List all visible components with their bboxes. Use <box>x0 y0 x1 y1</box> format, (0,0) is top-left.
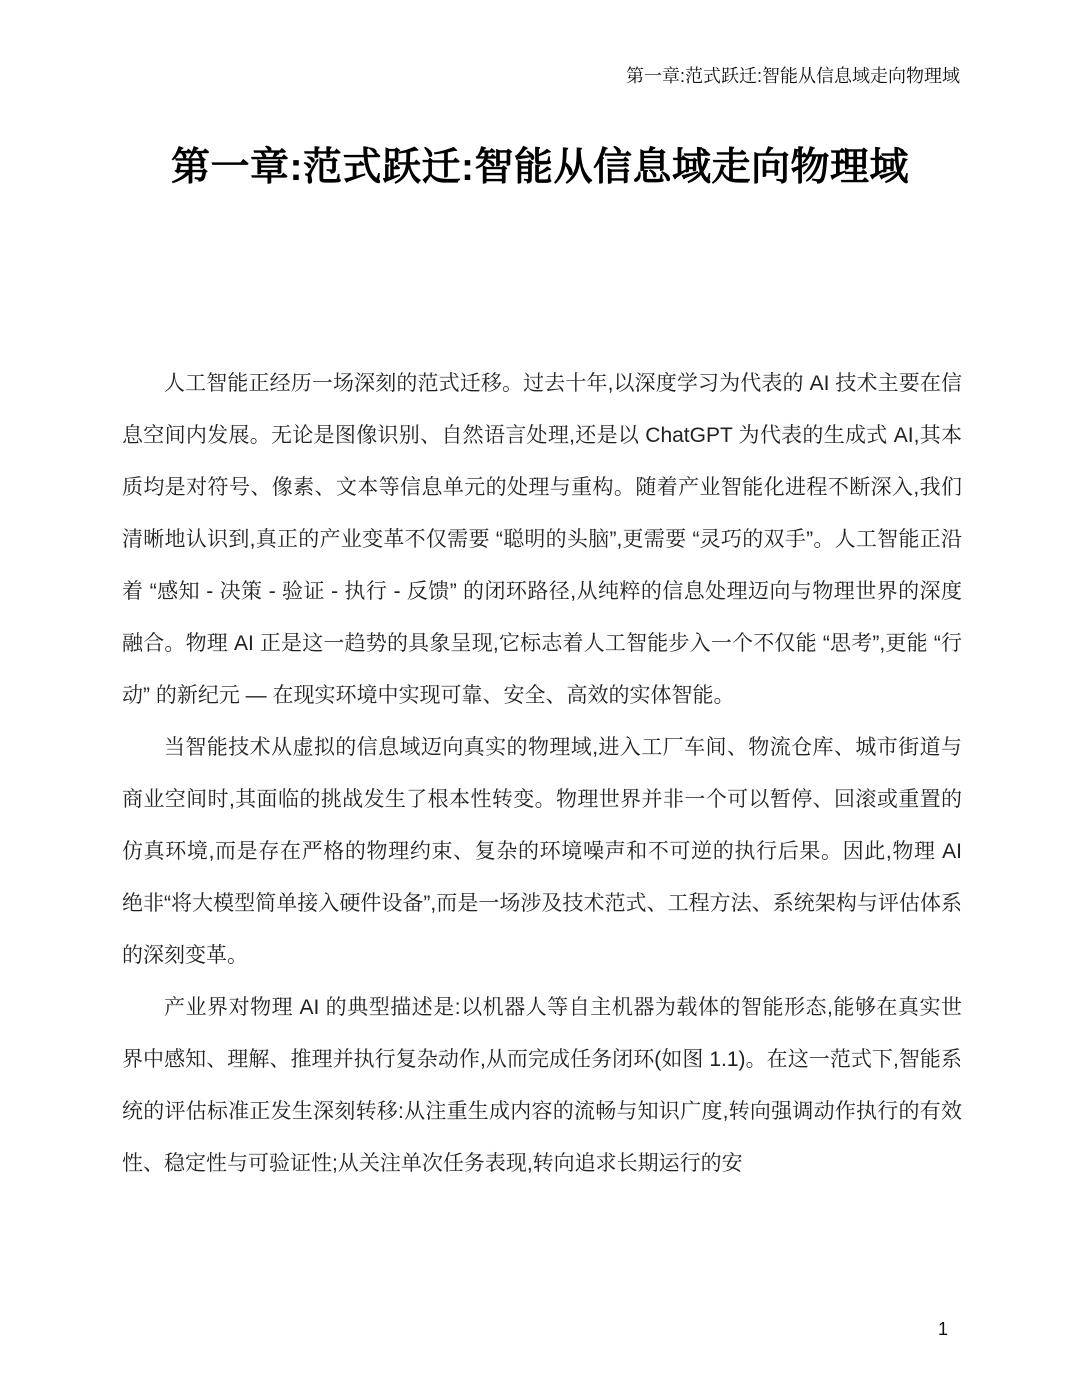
chapter-title: 第一章:范式跃迁:智能从信息域走向物理域 <box>171 146 909 189</box>
document-body <box>122 358 962 1190</box>
page-number: 1 <box>937 1319 948 1339</box>
running-header: 第一章:范式跃迁:智能从信息域走向物理域 <box>625 66 960 86</box>
paragraph-3: 产业界对物理 AI 的典型描述是:以机器人等自主机器为载体的智能形态,能够在真实世界中感知、理解、推理并执行复杂动作,从而完成任务闭环(如图 1.1)。在这一范式下,智能系统的评估标准正发生深刻转移:从注重生成内容的流畅与知识广度,转向强调动作执行的有效性、稳定性与可验证性;从关注单次任务表现,转向追求长期运行的安 <box>122 996 962 1175</box>
paragraph-2: 当智能技术从虚拟的信息域迈向真实的物理域,进入工厂车间、物流仓库、城市街道与商业空间时,其面临的挑战发生了根本性转变。物理世界并非一个可以暂停、回滚或重置的仿真环境,而是存在严格的物理约束、复杂的环境噪声和不可逆的执行后果。因此,物理 AI 绝非“将大模型简单接入硬件设备”,而是一场涉及技术范式、工程方法、系统架构与评估体系的深刻变革。 <box>122 736 962 967</box>
paragraph-1: 人工智能正经历一场深刻的范式迁移。过去十年,以深度学习为代表的 AI 技术主要在信息空间内发展。无论是图像识别、自然语言处理,还是以 ChatGPT 为代表的生成式 AI,其本质均是对符号、像素、文本等信息单元的处理与重构。随着产业智能化进程不断深入,我们清晰地认识到,真正的产业变革不仅需要 “聪明的头脑”,更需要 “灵巧的双手”。人工智能正沿着 “感知 - 决策 - 验证 - 执行 - 反馈” 的闭环路径,从纯粹的信息处理迈向与物理世界的深度融合。物理 AI 正是这一趋势的具象呈现,它标志着人工智能步入一个不仅能 “思考”,更能 “行动” 的新纪元 — 在现实环境中实现可靠、安全、高效的实体智能。 <box>122 372 962 707</box>
